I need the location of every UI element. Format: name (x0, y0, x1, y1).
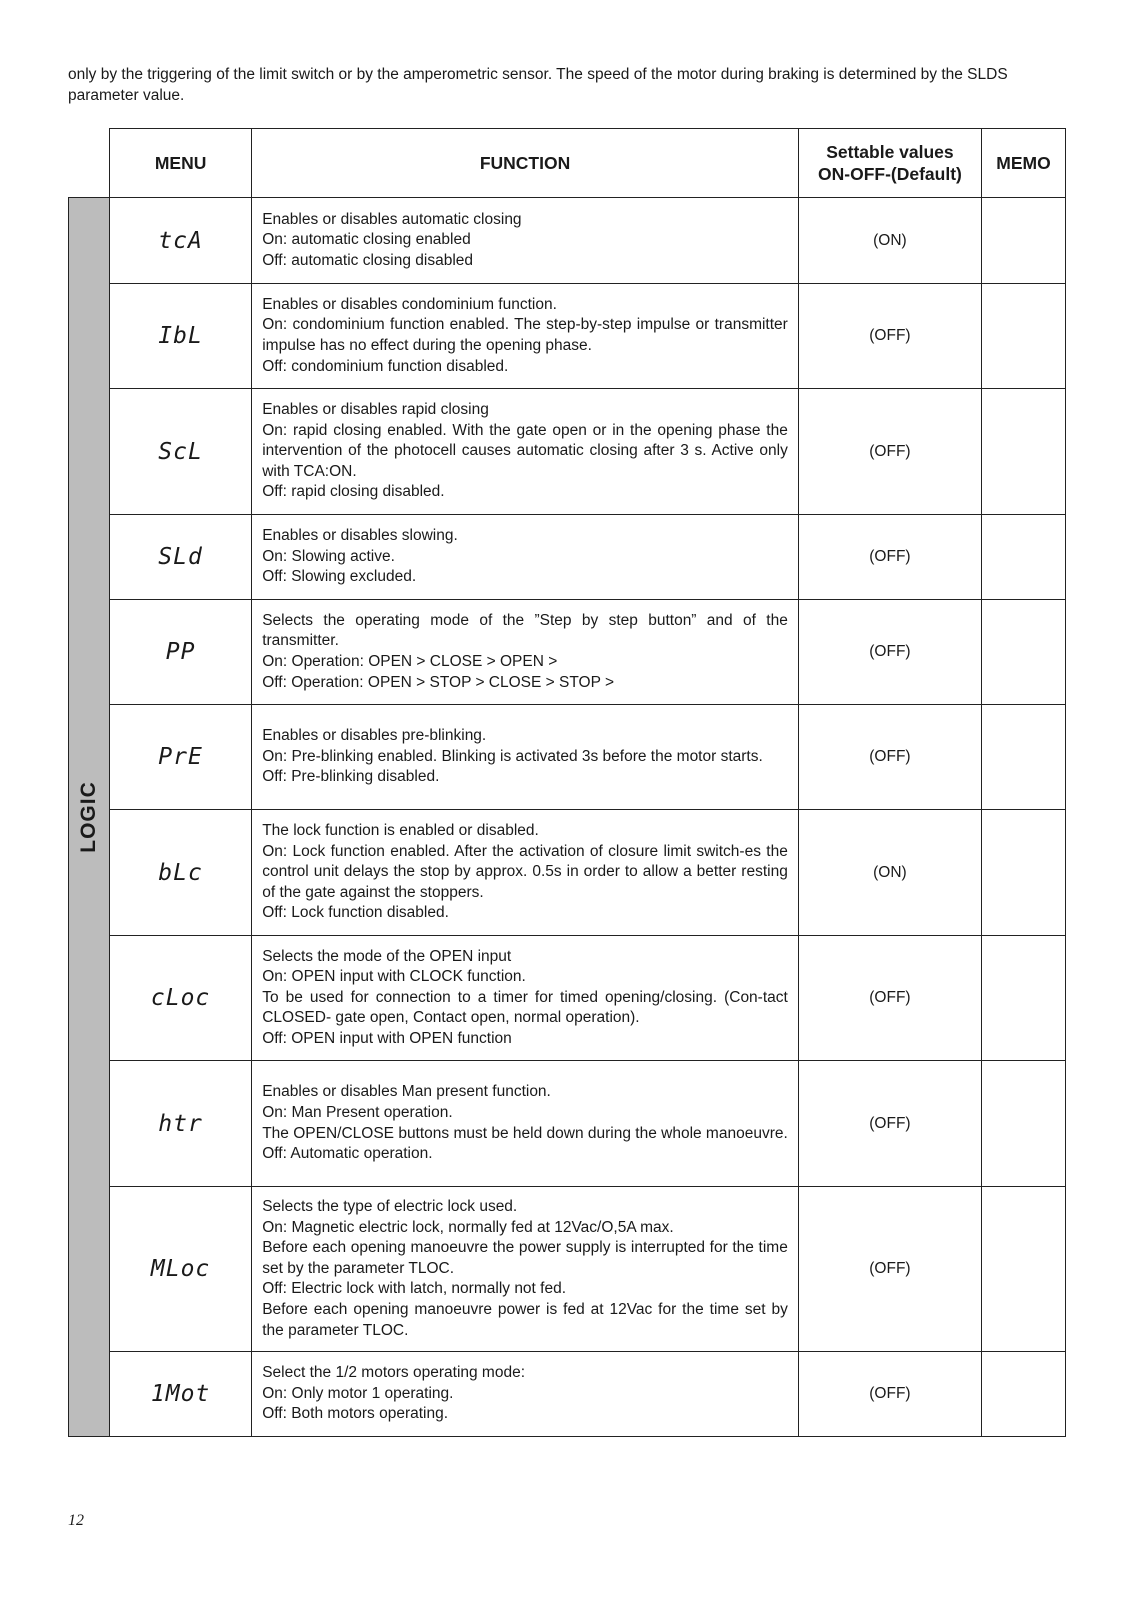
header-blank-cell (69, 129, 110, 198)
memo-cell (982, 1187, 1066, 1352)
menu-code: cLoc (109, 936, 251, 1061)
memo-cell (982, 705, 1066, 810)
table-row (69, 600, 1066, 705)
default-value: (OFF) (798, 1187, 981, 1352)
table-header-row (69, 129, 1066, 198)
header-settable-values (798, 129, 981, 198)
default-value: (OFF) (798, 600, 981, 705)
logic-parameters-table (68, 128, 1066, 1437)
function-line: On: rapid closing enabled. With the gate open or in the opening phase the intervention of the photocell causes automatic closing after 3 s. Active only with TCA:ON. (262, 421, 788, 480)
memo-cell (982, 389, 1066, 515)
menu-code: MLoc (109, 1187, 251, 1352)
function-description (252, 810, 799, 936)
function-line: On: Only motor 1 operating. (262, 1384, 454, 1402)
function-line: On: Pre-blinking enabled. Blinking is activated 3s before the motor starts. (262, 747, 763, 765)
table-row (69, 936, 1066, 1061)
table-row (69, 515, 1066, 600)
function-line: The lock function is enabled or disabled. (262, 822, 539, 840)
function-line: Off: condominium function disabled. (262, 357, 509, 375)
table-row (69, 1187, 1066, 1352)
function-line: On: OPEN input with CLOCK function. (262, 968, 526, 986)
default-value: (OFF) (798, 1061, 981, 1187)
function-description (252, 936, 799, 1061)
memo-cell (982, 1061, 1066, 1187)
menu-code: PP (109, 600, 251, 705)
default-value: (OFF) (798, 284, 981, 389)
function-description (252, 198, 799, 284)
memo-cell (982, 515, 1066, 600)
table-row (69, 389, 1066, 515)
function-line: On: Magnetic electric lock, normally fed at 12Vac/O,5A max. (262, 1218, 674, 1236)
function-line: Enables or disables Man present function. (262, 1083, 551, 1101)
section-label: LOGIC (76, 781, 100, 853)
function-line: Selects the type of electric lock used. (262, 1198, 518, 1215)
function-line: To be used for connection to a timer for timed opening/closing. (Con-tact CLOSED- gate open, Contact open, normal operation). (262, 988, 788, 1027)
intro-paragraph: only by the triggering of the limit switch or by the amperometric sensor. The speed of the motor during braking is determined by the SLDS parameter value. (68, 66, 1008, 104)
memo-cell (982, 810, 1066, 936)
page-number: 12 (68, 1512, 84, 1529)
memo-cell (982, 1352, 1066, 1437)
function-description (252, 705, 799, 810)
function-line: Enables or disables slowing. (262, 527, 458, 545)
function-line: Off: Pre-blinking disabled. (262, 768, 440, 786)
function-line: On: automatic closing enabled (262, 231, 471, 249)
menu-code: htr (109, 1061, 251, 1187)
function-line: Off: Lock function disabled. (262, 904, 449, 922)
memo-cell (982, 600, 1066, 705)
menu-code: IbL (109, 284, 251, 389)
menu-code: ScL (109, 389, 251, 515)
function-line: The OPEN/CLOSE buttons must be held down during the whole manoeuvre. (262, 1124, 788, 1142)
header-settable-line2: ON-OFF-(Default) (818, 164, 962, 184)
function-line: Selects the mode of the OPEN input (262, 947, 512, 965)
menu-code: bLc (109, 810, 251, 936)
memo-cell (982, 198, 1066, 284)
function-line: Off: Electric lock with latch, normally not fed. (262, 1280, 567, 1298)
function-line: On: Operation: OPEN > CLOSE > OPEN > (262, 653, 558, 670)
function-line: Enables or disables pre-blinking. (262, 727, 487, 745)
default-value: (ON) (798, 198, 981, 284)
table-row (69, 198, 1066, 284)
header-memo: MEMO (982, 129, 1066, 198)
function-description (252, 1187, 799, 1352)
function-line: On: Slowing active. (262, 547, 395, 565)
function-line: Off: rapid closing disabled. (262, 483, 445, 501)
table-row (69, 705, 1066, 810)
function-line: Enables or disables automatic closing (262, 210, 522, 228)
menu-code: SLd (109, 515, 251, 600)
function-line: Before each opening manoeuvre power is fed at 12Vac for the time set by the parameter TLOC. (262, 1300, 788, 1339)
function-line: Off: OPEN input with OPEN function (262, 1029, 512, 1047)
default-value: (ON) (798, 810, 981, 936)
function-line: On: Man Present operation. (262, 1103, 453, 1121)
function-description (252, 389, 799, 515)
function-line: Select the 1/2 motors operating mode: (262, 1364, 526, 1382)
section-label-cell (69, 198, 110, 1437)
function-description (252, 600, 799, 705)
function-line: Off: Slowing excluded. (262, 568, 417, 586)
table-row (69, 1352, 1066, 1437)
function-line: Before each opening manoeuvre the power supply is interrupted for the time set by the parameter TLOC. (262, 1239, 788, 1277)
menu-code: PrE (109, 705, 251, 810)
function-line: Enables or disables condominium function. (262, 295, 557, 313)
default-value: (OFF) (798, 1352, 981, 1437)
default-value: (OFF) (798, 515, 981, 600)
table-row (69, 1061, 1066, 1187)
function-line: On: Lock function enabled. After the activation of closure limit switch-es the control unit delays the stop by approx. 0.5s in order to allow a better resting of the gate against the stoppers. (262, 842, 788, 901)
function-description (252, 1061, 799, 1187)
default-value: (OFF) (798, 936, 981, 1061)
table-row (69, 284, 1066, 389)
menu-code: 1Mot (109, 1352, 251, 1437)
function-line: Off: Operation: OPEN > STOP > CLOSE > STOP > (262, 673, 615, 691)
function-line: Off: Both motors operating. (262, 1405, 449, 1423)
header-menu: MENU (109, 129, 251, 198)
function-line: Off: automatic closing disabled (262, 251, 474, 269)
menu-code: tcA (109, 198, 251, 284)
default-value: (OFF) (798, 389, 981, 515)
header-function: FUNCTION (252, 129, 799, 198)
function-description (252, 1352, 799, 1437)
function-description (252, 284, 799, 389)
function-line: Off: Automatic operation. (262, 1145, 433, 1163)
header-settable-line1: Settable values (826, 142, 954, 162)
function-line: On: condominium function enabled. The step-by-step impulse or transmitter impulse has no effect during the opening phase. (262, 316, 788, 354)
function-line: Selects the operating mode of the ”Step by step button” and of the transmitter. (262, 611, 788, 650)
memo-cell (982, 284, 1066, 389)
memo-cell (982, 936, 1066, 1061)
default-value: (OFF) (798, 705, 981, 810)
function-description (252, 515, 799, 600)
table-row (69, 810, 1066, 936)
function-line: Enables or disables rapid closing (262, 401, 489, 419)
